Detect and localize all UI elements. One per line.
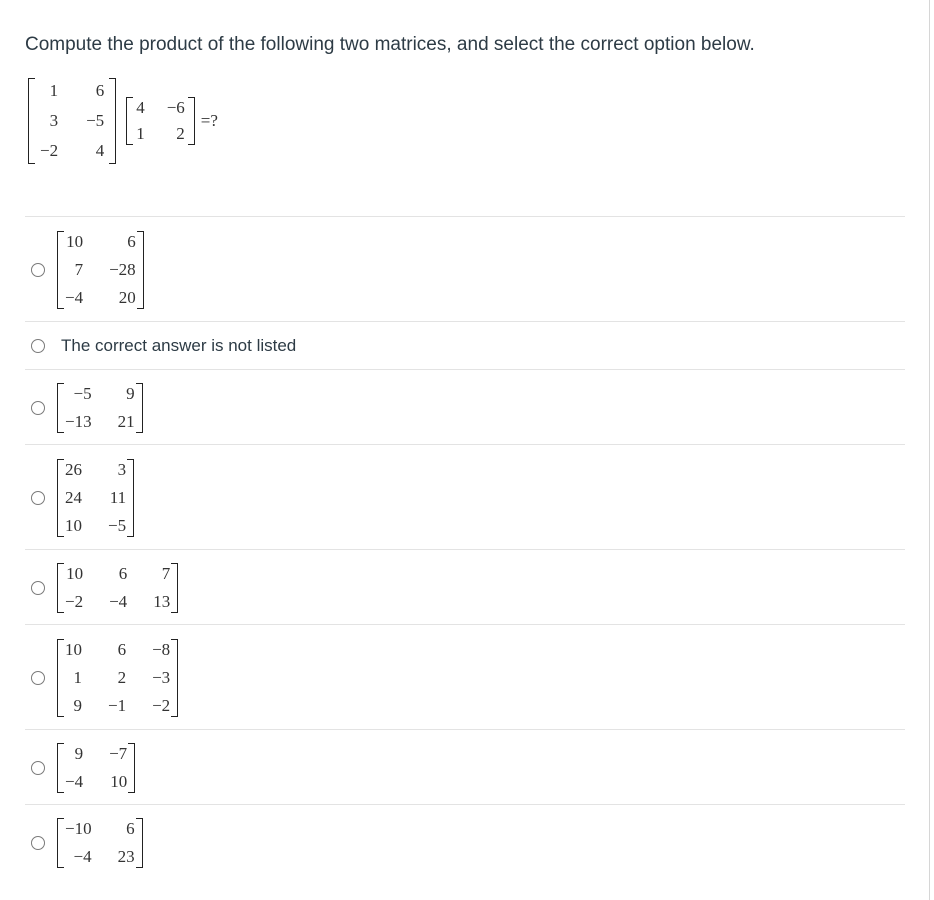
answer-option[interactable]	[25, 444, 905, 550]
matrix-cell: 9	[126, 383, 135, 403]
matrix-cell: 23	[117, 846, 135, 866]
answer-option[interactable]	[25, 549, 905, 625]
option-matrix	[57, 459, 134, 537]
matrix-cell: 7	[74, 259, 84, 279]
matrix-b	[126, 97, 195, 145]
matrix-cell: 1	[73, 667, 82, 687]
answer-option[interactable]	[25, 804, 905, 880]
right-divider	[929, 0, 930, 900]
matrix-cell: 1	[49, 81, 59, 100]
equals-question: =?	[200, 111, 218, 130]
radio-button[interactable]	[31, 836, 45, 850]
option-matrix	[57, 383, 143, 433]
matrix-cell: −8	[152, 639, 171, 659]
matrix-cell: 6	[126, 818, 135, 838]
matrix-cell: 10	[110, 771, 128, 791]
matrix-cell: −4	[65, 287, 84, 307]
matrix-cell: 6	[117, 639, 127, 659]
question-expression	[28, 78, 218, 164]
matrix-cell: −5	[86, 111, 105, 130]
option-matrix	[57, 743, 135, 793]
radio-button[interactable]	[31, 263, 45, 277]
matrix-cell: 3	[117, 459, 127, 479]
matrix-cell: 21	[117, 411, 135, 431]
matrix-cell: 10	[65, 639, 82, 659]
matrix-cell: −5	[108, 515, 127, 535]
matrix-cell: 1	[136, 124, 145, 143]
question-text: Compute the product of the following two matrices, and select the correct option below.	[25, 34, 755, 55]
matrix-cell: 6	[127, 231, 136, 251]
matrix-cell: 10	[66, 563, 84, 583]
matrix-cell: −3	[152, 667, 171, 687]
matrix-cell: 26	[65, 459, 82, 479]
option-text: The correct answer is not listed	[61, 336, 297, 355]
matrix-cell: −5	[73, 383, 92, 403]
radio-button[interactable]	[31, 671, 45, 685]
matrix-cell: 4	[136, 98, 145, 117]
option-matrix	[57, 818, 143, 868]
matrix-cell: 24	[65, 487, 82, 507]
matrix-cell: −7	[109, 743, 128, 763]
matrix-cell: 7	[161, 563, 171, 583]
matrix-cell: 4	[95, 141, 105, 160]
matrix-cell: 2	[176, 124, 185, 143]
matrix-cell: 9	[73, 695, 82, 715]
answer-option[interactable]	[25, 321, 905, 370]
radio-button[interactable]	[31, 401, 45, 415]
radio-button[interactable]	[31, 761, 45, 775]
matrix-cell: 9	[74, 743, 84, 763]
matrix-cell: 6	[95, 81, 105, 100]
matrix-cell: 10	[65, 515, 82, 535]
matrix-a	[28, 78, 116, 164]
matrix-cell: 13	[153, 591, 171, 611]
matrix-cell: −2	[152, 695, 171, 715]
answer-option[interactable]	[25, 729, 905, 805]
matrix-cell: 10	[66, 231, 84, 251]
answer-option[interactable]	[25, 369, 905, 445]
option-matrix	[57, 639, 178, 717]
matrix-cell: −4	[73, 846, 92, 866]
option-matrix	[57, 563, 178, 613]
radio-button[interactable]	[31, 581, 45, 595]
matrix-cell: −6	[166, 98, 185, 117]
matrix-cell: −13	[65, 411, 92, 431]
answer-option[interactable]	[25, 216, 905, 322]
matrix-cell: 20	[118, 287, 136, 307]
matrix-cell: 3	[49, 111, 59, 130]
matrix-cell: −10	[65, 818, 92, 838]
matrix-cell: −2	[40, 141, 59, 160]
matrix-cell: −28	[109, 259, 136, 279]
radio-button[interactable]	[31, 491, 45, 505]
matrix-cell: −4	[109, 591, 128, 611]
matrix-cell: −4	[65, 771, 84, 791]
radio-button[interactable]	[31, 339, 45, 353]
matrix-cell: 11	[109, 487, 127, 507]
matrix-cell: −2	[65, 591, 84, 611]
answer-option[interactable]	[25, 624, 905, 730]
matrix-cell: 2	[117, 667, 127, 687]
matrix-cell: −1	[108, 695, 127, 715]
matrix-cell: 6	[118, 563, 128, 583]
option-matrix	[57, 231, 144, 309]
